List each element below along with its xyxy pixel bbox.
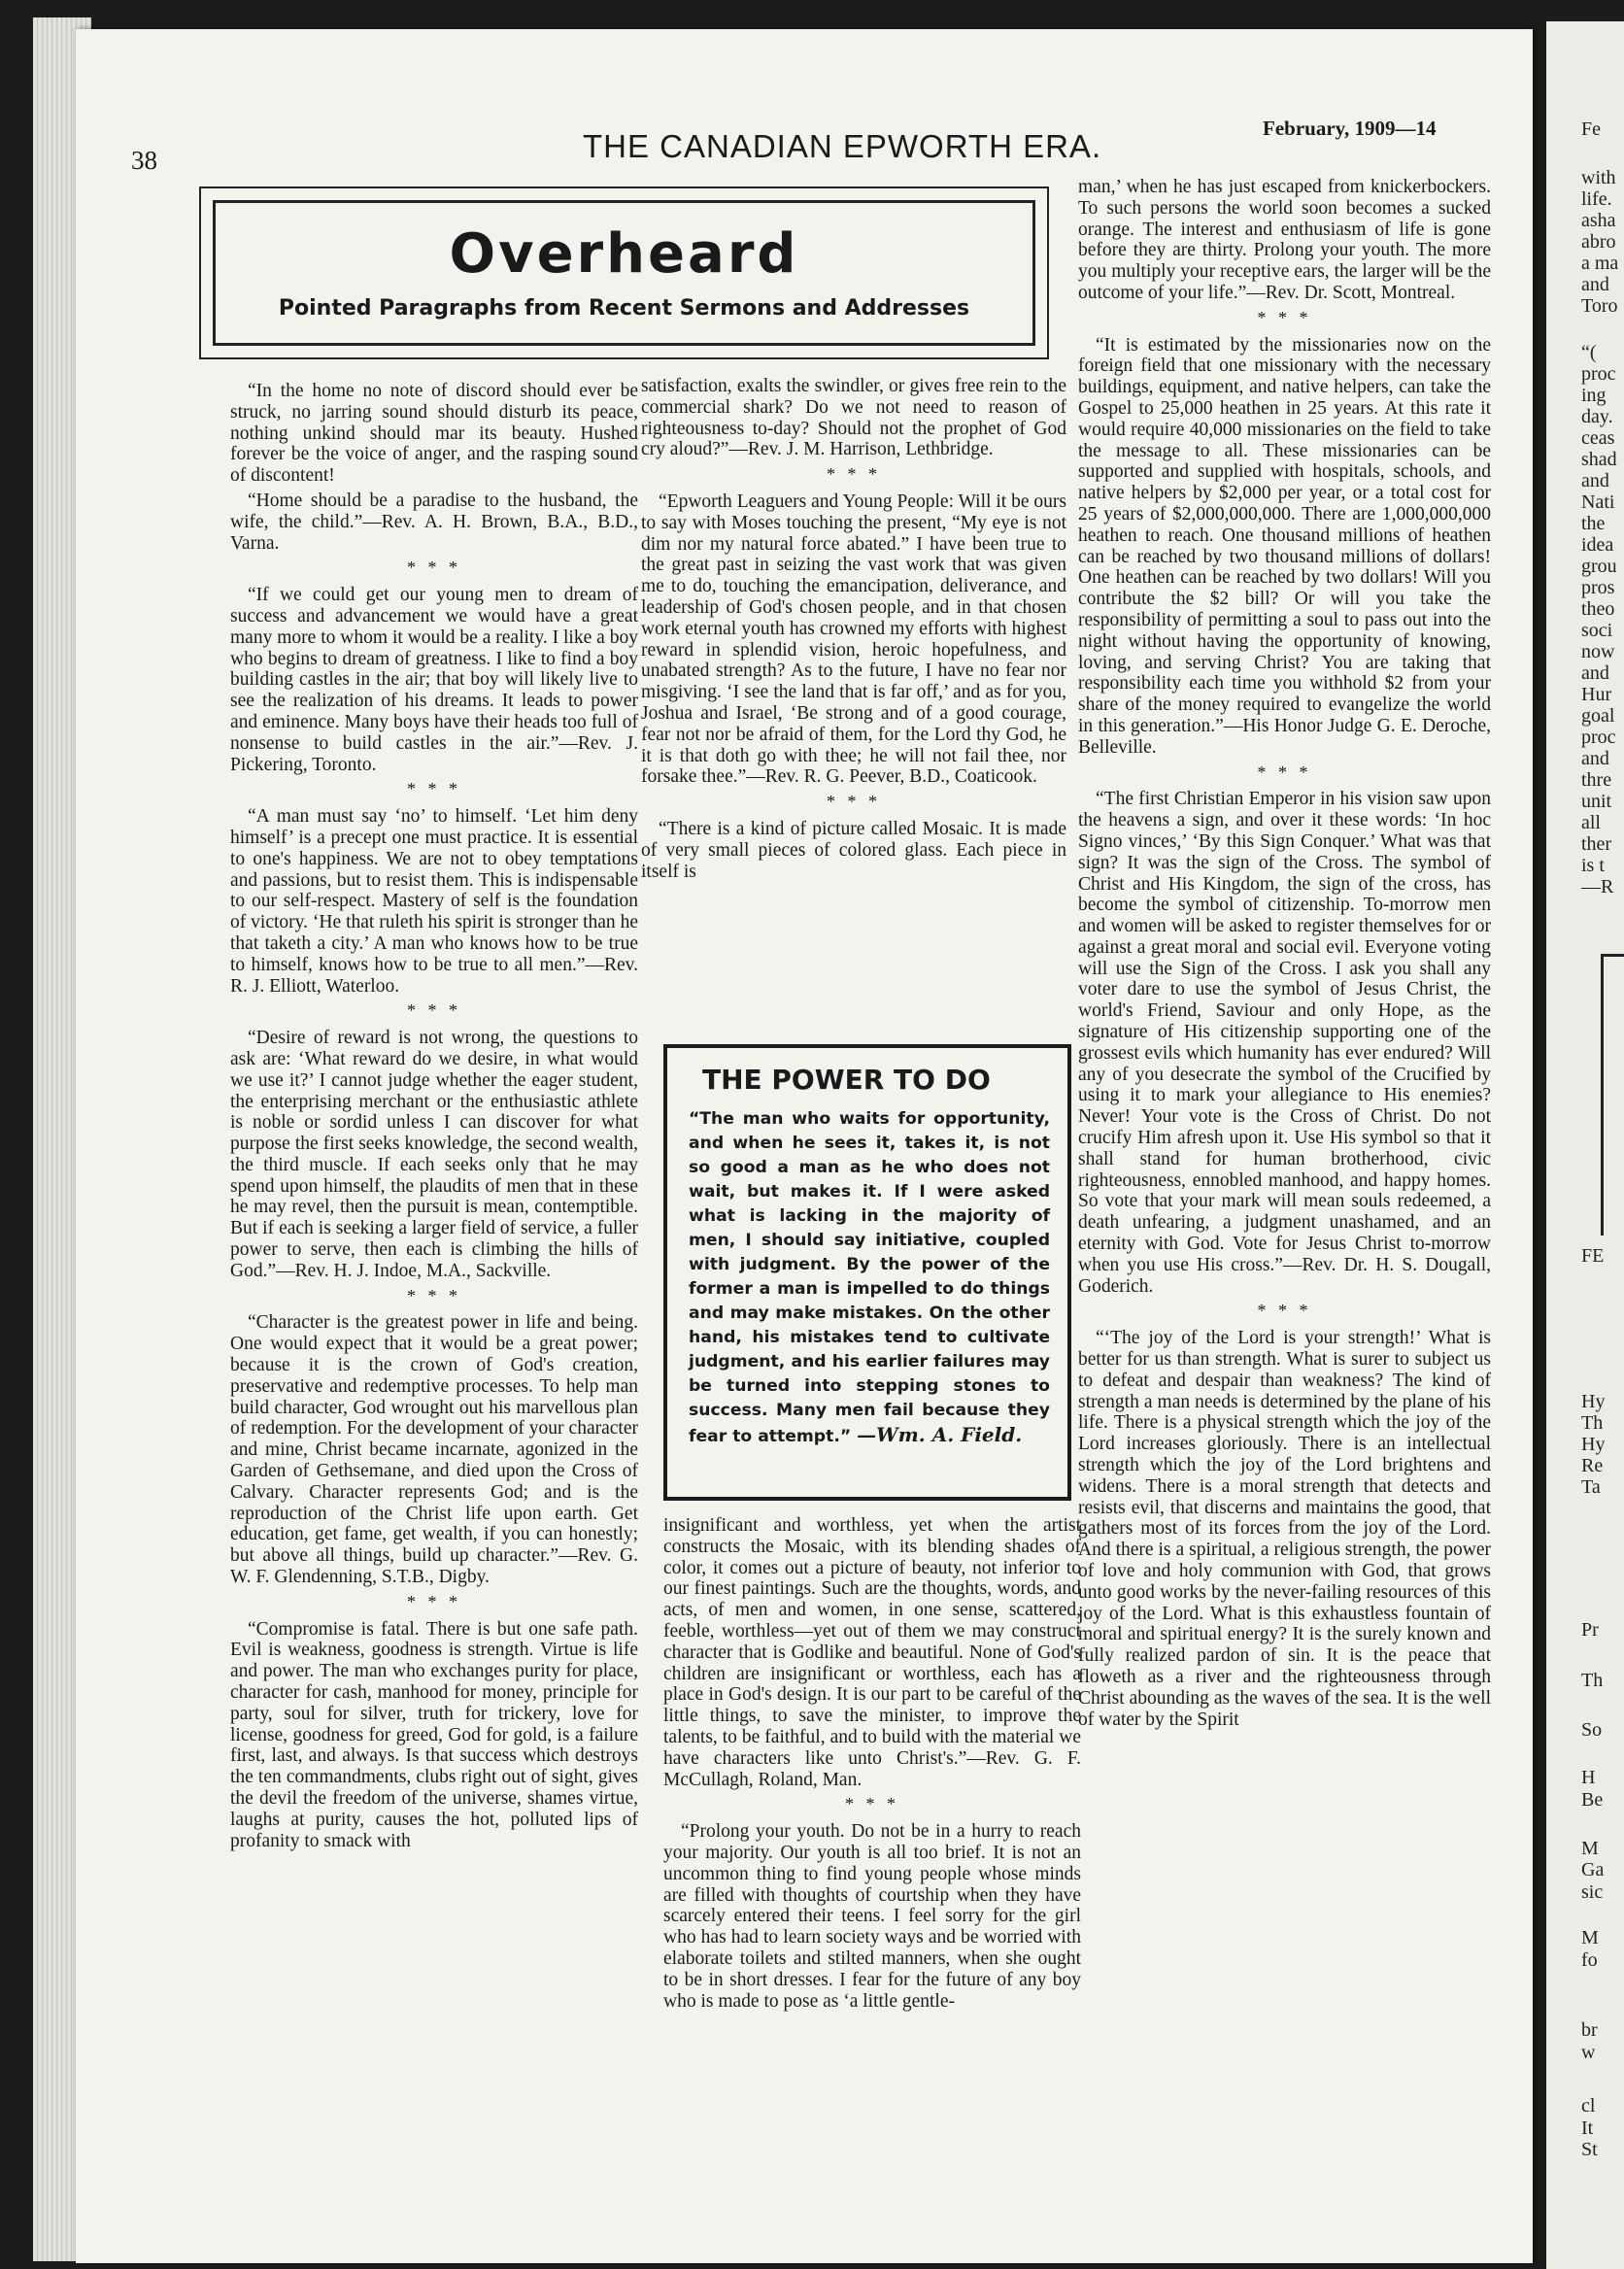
paragraph: “Epworth Leaguers and Young People: Will it be ours to say with Moses touching the present, “My eye is not dim nor my natural force abated.” I have been true to the great past in seizing the vast work that was given me to do, touching the emancipation, deliverance, and leadership of God's chosen people, and in that chosen work eternal youth has crowned my efforts with highest reward in splendid vision, heroic hopefulness, and unabated strength? As to the future, I have no fear nor misgiving. ‘I see the land that is far off,’ and as for you, Joshua and Israel, ‘Be strong and of a good courage, fear not nor be afraid of them, for the Lord thy God, he it is that doth go with thee; he will not fail thee, nor forsake thee.”—Rev. R. G. Peever, B.D., Coaticook.: [641, 491, 1066, 788]
adjacent-page-text-fragment: and: [1581, 470, 1609, 491]
adjacent-page-text-fragment: and: [1581, 662, 1609, 684]
adjacent-page-text-fragment: goal: [1581, 705, 1615, 727]
paragraph: “There is a kind of picture called Mosaic. It is made of very small pieces of colored glass. Each piece in itself is: [641, 818, 1066, 882]
adjacent-page-text-fragment: Th: [1581, 1412, 1604, 1434]
adjacent-page-text-fragment: Nati: [1581, 491, 1615, 513]
section-separator: * * *: [1257, 1301, 1312, 1321]
paragraph: “If we could get our young men to dream of success and advancement we would have a great many more to whom it would be a reality. I like a boy who begins to dream of greatness. I like to find a boy building castles in the air; that boy will likely live to see the realization of his dreams. It leads to power and eminence. Many boys have their heads too full of nonsense to build castles in the air.”—Rev. J. Pickering, Toronto.: [230, 585, 638, 775]
adjacent-page-text-fragment: thre: [1581, 769, 1612, 791]
paragraph: “Desire of reward is not wrong, the questions to ask are: ‘What reward do we desire, in what would we use it?’ I cannot judge whether the eager student, the enterprising merchant or the enthusiastic athlete is noble or sordid unless I can discover for what purpose the first seeks knowledge, the second wealth, the third muscle. If each seeks only that he may spend upon himself, the plaudits of men that in these he may revel, then the pursuit is mean, contemptible. But if each is seeking a larger field of service, a fuller power to serve, then each is climbing the hills of God.”—Rev. H. J. Indoe, M.A., Sackville.: [230, 1028, 638, 1281]
paragraph: “A man must say ‘no’ to himself. ‘Let him deny himself’ is a precept one must practice. It is essential to one's happiness. We are not to obey temptations and passions, but to resist them. This is indispensable to our self-respect. Mastery of self is the foundation of victory. ‘He that ruleth his spirit is stronger than he that taketh a city.’ A man who knows how to be true to himself, knows how to be true to all men.”—Rev. R. J. Elliott, Waterloo.: [230, 806, 638, 997]
power-box-quote-text: “The man who waits for opportunity, and when he sees it, takes it, is not so good a man as he who does not wait, but makes it. If I were asked what is lacking in the majority of men, I should say initiative, coupled with judgment. By the power of the former a man is impelled to do things and may make mistakes. On the other hand, his mistakes tend to cultivate judgment, and his earlier failures may be turned into stepping stones to success. Many men fail because they fear to attempt.”: [689, 1109, 1050, 1446]
paragraph: satisfaction, exalts the swindler, or gives free rein to the commercial shark? Do we not need to reason of righteousness to-day? Should not the prophet of God cry aloud?”—Rev. J. M. Harrison, Lethbridge.: [641, 376, 1066, 460]
adjacent-page-text-fragment: the: [1581, 513, 1606, 534]
page-number: 38: [131, 146, 157, 175]
power-box-title: THE POWER TO DO: [702, 1064, 991, 1096]
adjacent-page-text-fragment: Hy: [1581, 1391, 1606, 1412]
adjacent-page-text-fragment: ceas: [1581, 427, 1615, 449]
paragraph: “The first Christian Emperor in his vision saw upon the heavens a sign, and over it these words: ‘In hoc Signo vinces,’ ‘By this Sign Conquer.’ What was that sign? It was the sign of the Cross. The symbol of Christ and His Kingdom, the sign of the cross, has become the symbol of citizenship. To-morrow men and women will be asked to register themselves for or against a great moral and social evil. Everyone voting will use the Sign of the Cross. I ask you shall any voter dare to use the symbol of Jesus Christ, the world's Friend, Saviour and only Hope, as the signature of His citizenship supporting one of the grossest evils which humanity has ever endured? Will any of you desecrate the symbol of the Crucified by using it to mark your allegiance to His enemies? Never! Your vote is the Cross of Christ. Do not crucify Him afresh upon it. Use His symbol so that it shall stand for human brotherhood, civic righteousness, ennobled manhood, and happy homes. So vote that your mark will mean souls redeemed, a death unfearing, a judgment unashamed, and an eternity with God. Vote for Jesus Christ to-morrow when you use His cross.”—Rev. Dr. H. S. Dougall, Goderich.: [1078, 789, 1491, 1297]
section-separator: * * *: [1257, 307, 1312, 327]
paragraph: “Prolong your youth. Do not be in a hurry to reach your majority. Our youth is all too brief. It is not an uncommon thing to find young people whose minds are filled with thoughts of courtship when they have scarcely entered their teens. I feel sorry for the girl who has had to learn society ways and be worried with elaborate toilets and stilted manners, when she ought to be in short dresses. I fear for the future of any boy who is made to pose as ‘a little gentle-: [663, 1821, 1081, 2012]
adjacent-page-text-fragment: w: [1581, 2042, 1596, 2063]
adjacent-page-text-fragment: fo: [1581, 1949, 1598, 1971]
adjacent-page-text-fragment: It: [1581, 2117, 1594, 2139]
adjacent-page-text-fragment: ther: [1581, 833, 1612, 855]
section-separator: * * *: [845, 1794, 899, 1814]
adjacent-page-text-fragment: and: [1581, 748, 1609, 769]
power-box-author: —Wm. A. Field.: [857, 1423, 1023, 1446]
adjacent-page-text-fragment: now: [1581, 641, 1615, 662]
adjacent-page-text-fragment: M: [1581, 1838, 1599, 1859]
adjacent-page-text-fragment: sic: [1581, 1881, 1604, 1903]
adjacent-page-text-fragment: Pr: [1581, 1619, 1599, 1641]
power-to-do-box: [663, 1044, 1071, 1501]
issue-date: February, 1909—14: [1263, 117, 1437, 140]
adjacent-page-text-fragment: Ta: [1581, 1476, 1601, 1498]
adjacent-page-box-line: [1601, 954, 1624, 957]
adjacent-page-text-fragment: Th: [1581, 1670, 1604, 1691]
section-separator: * * *: [407, 1285, 461, 1305]
adjacent-page-text-fragment: ing: [1581, 385, 1607, 406]
adjacent-page-text-fragment: day.: [1581, 406, 1613, 427]
paragraph: “Character is the greatest power in life and being. One would expect that it would be a great power; because it is the crown of God's creation, preservative and redemptive processes. To help man build character, God wrought out his marvellous plan of redemption. For the development of your character and mine, Christ became incarnate, agonized in the Garden of Gethsemane, and died upon the Cross of Calvary. Character represents God; and is the reproduction of the Christ life upon earth. Get education, get fame, get wealth, if you can honestly; but above all things, build up character.”—Rev. G. W. F. Glendenning, S.T.B., Digby.: [230, 1312, 638, 1588]
adjacent-page-text-fragment: Re: [1581, 1455, 1604, 1476]
power-box-quote: [689, 1107, 1050, 1449]
column-2-top: [641, 376, 1066, 886]
adjacent-page-text-fragment: proc: [1581, 727, 1616, 748]
paragraph: insignificant and worthless, yet when the artist constructs the Mosaic, with its blending shades of color, it comes out a picture of beauty, not inferior to our finest paintings. Such are the thoughts, words, and acts, of men and women, in one sense, scattered, feeble, worthless—yet out of them we may construct character that is Godlike and beautiful. None of God's children are insignificant or worthless, each has a place in God's design. It is our part to be careful of the little things, to save the minister, to improve the talents, to be faithful, and to build with the material we have characters like unto Christ's.”—Rev. G. F. McCullagh, Roland, Man.: [663, 1515, 1081, 1790]
adjacent-page-text-fragment: “(: [1581, 342, 1597, 363]
column-3: [1078, 177, 1491, 1734]
adjacent-page-text-fragment: asha: [1581, 210, 1616, 231]
adjacent-page-text-fragment: pros: [1581, 577, 1615, 598]
column-2-bottom: [663, 1515, 1081, 2015]
adjacent-page-text-fragment: St: [1581, 2139, 1598, 2160]
running-title: THE CANADIAN EPWORTH ERA.: [583, 128, 1102, 164]
adjacent-page-text-fragment: Hur: [1581, 684, 1612, 705]
adjacent-page-text-fragment: grou: [1581, 556, 1617, 577]
adjacent-page-text-fragment: cl: [1581, 2095, 1596, 2117]
section-separator: * * *: [1257, 762, 1312, 782]
adjacent-page-text-fragment: Ga: [1581, 1859, 1605, 1880]
adjacent-page-text-fragment: unit: [1581, 791, 1612, 812]
adjacent-page-box-line: [1601, 954, 1604, 1236]
adjacent-page-edge: [1546, 21, 1624, 2269]
adjacent-page-text-fragment: Be: [1581, 1789, 1604, 1811]
adjacent-page-text-fragment: FE: [1581, 1245, 1605, 1267]
adjacent-page-text-fragment: Fe: [1581, 119, 1601, 140]
adjacent-page-text-fragment: idea: [1581, 534, 1614, 556]
overheard-title: Overheard: [449, 222, 799, 286]
adjacent-page-text-fragment: soci: [1581, 620, 1613, 641]
adjacent-page-text-fragment: and: [1581, 274, 1609, 295]
paragraph: “‘The joy of the Lord is your strength!’ What is better for us than strength. What is surer to subject us to defeat and despair than weakness? The kind of strength a man needs is determined by the plane of his life. There is a physical strength which the joy of the Lord increases gloriously. There is an intellectual strength which the joy of the Lord brightens and widens. There is a moral strength that detects and resists evil, that discerns and maintains the good, that gathers most of its forces from the joy of the Lord. And there is a spiritual, a religious strength, the power of love and holy communion with God, that grows unto good works by the never-failing resources of this joy of the Lord. What is this exhaustless fountain of moral and spiritual energy? It is the surely known and fully realized pardon of sin. It is the peace that floweth as a river and the righteousness through Christ abounding as the waves of the sea. It is the well of water by the Spirit: [1078, 1328, 1491, 1730]
paragraph: “It is estimated by the missionaries now on the foreign field that one missionary with the necessary buildings, equipment, and native helpers, can take the Gospel to 25,000 heathen in 25 years. At this rate it would require 40,000 missionaries on the field to take the message to all. These missionaries can be supported and supplied with hospitals, schools, and native helpers by $2,000 per year, or a total cost for 25 years of $2,000,000,000. There are 1,000,000,000 heathen to reach. One thousand millions of heathen can be reached by two thousand millions of dollars! One heathen can be reached by two dollars! Will you contribute the $2 bill? Or will you take the responsibility of permitting a soul to pass out into the night without having the opportunity of knowing, loving, and serving Christ? You are taking that responsibility each time you withhold $2 from your share of the money required to evangelize the world in this generation.”—His Honor Judge G. E. Deroche, Belleville.: [1078, 334, 1491, 758]
adjacent-page-text-fragment: So: [1581, 1719, 1603, 1741]
adjacent-page-text-fragment: proc: [1581, 363, 1616, 385]
adjacent-page-text-fragment: with: [1581, 167, 1616, 188]
adjacent-page-text-fragment: —R: [1581, 876, 1614, 897]
paragraph: “Home should be a paradise to the husband, the wife, the child.”—Rev. A. H. Brown, B.A., B.D., Varna.: [230, 490, 638, 554]
overheard-banner-inner-frame: [213, 200, 1035, 346]
section-separator: * * *: [407, 558, 461, 578]
overheard-banner: [199, 186, 1049, 359]
column-1: [230, 381, 638, 1855]
adjacent-page-text-fragment: all: [1581, 812, 1601, 833]
paragraph: man,’ when he has just escaped from knickerbockers. To such persons the world soon becomes a sucked orange. The interest and enthusiasm of life is gone before they are thirty. Prolong your youth. The more you multiply your receptive ears, the larger will be the outcome of your life.”—Rev. Dr. Scott, Montreal.: [1078, 177, 1491, 303]
adjacent-page-text-fragment: is t: [1581, 855, 1605, 876]
adjacent-page-text-fragment: a ma: [1581, 253, 1619, 274]
overheard-subtitle: Pointed Paragraphs from Recent Sermons and Addresses: [278, 296, 970, 321]
section-separator: * * *: [407, 779, 461, 799]
adjacent-page-text-fragment: theo: [1581, 598, 1615, 620]
section-separator: * * *: [827, 792, 881, 812]
adjacent-page-text-fragment: abro: [1581, 231, 1616, 253]
adjacent-page-text-fragment: Hy: [1581, 1434, 1606, 1455]
adjacent-page-text-fragment: br: [1581, 2019, 1598, 2041]
adjacent-page-text-fragment: shad: [1581, 449, 1617, 470]
adjacent-page-text-fragment: H: [1581, 1767, 1596, 1788]
paragraph: “Compromise is fatal. There is but one safe path. Evil is weakness, goodness is strength. Virtue is life and power. The man who exchanges purity for place, character for cash, manhood for money, principle for party, soul for silver, truth for trickery, love for license, goodness for greed, God for gold, is a failure first, last, and always. Is that success which destroys the ten commandments, clubs right out of sight, gives the devil the freedom of the universe, shames virtue, laughs at purity, causes the hot, polluted lips of profanity to smack with: [230, 1618, 638, 1851]
section-separator: * * *: [827, 464, 881, 485]
section-separator: * * *: [407, 1591, 461, 1611]
adjacent-page-text-fragment: M: [1581, 1927, 1599, 1948]
adjacent-page-text-fragment: life.: [1581, 188, 1612, 210]
paragraph: “In the home no note of discord should ever be struck, no jarring sound should disturb its peace, nothing unkind should mar its beauty. Hushed forever be the voice of anger, and the rasping sound of discontent!: [230, 381, 638, 487]
section-separator: * * *: [407, 1000, 461, 1021]
adjacent-page-text-fragment: Toro: [1581, 295, 1618, 317]
